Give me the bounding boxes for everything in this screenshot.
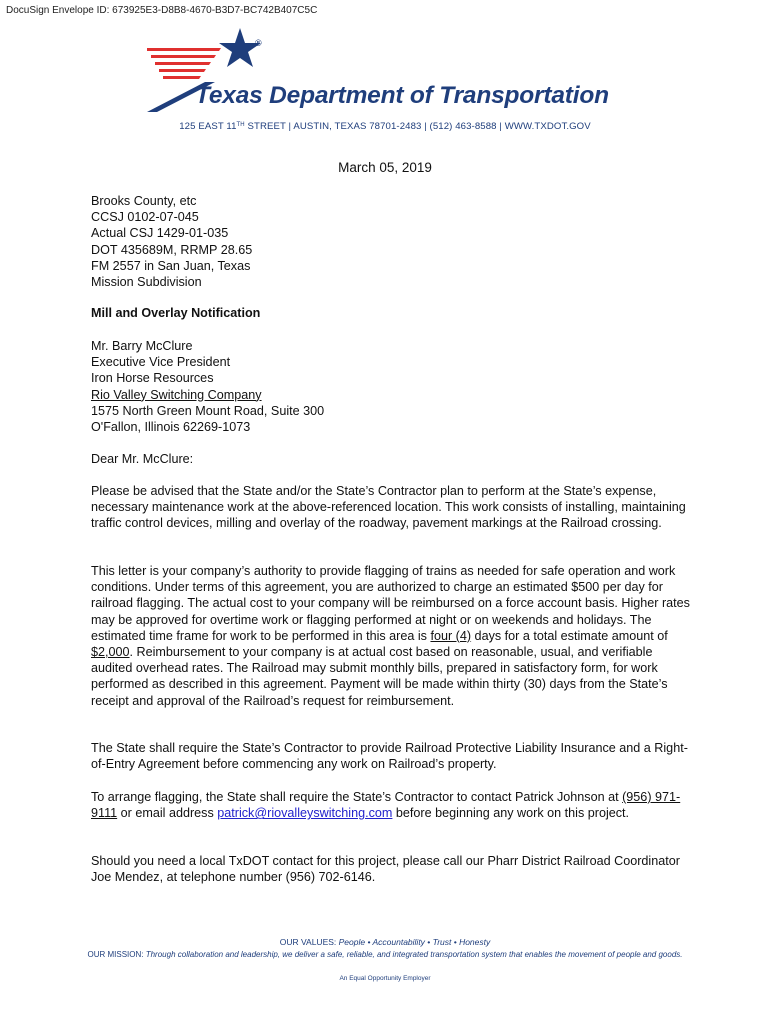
agency-address: 125 EAST 11TH STREET | AUSTIN, TEXAS 78701-2483 | (512) 463-8588 | WWW.TXDOT.GOV xyxy=(179,121,591,132)
salutation: Dear Mr. McClure: xyxy=(91,452,194,466)
letter-date: March 05, 2019 xyxy=(338,160,432,175)
recipient-block xyxy=(91,338,691,435)
reference-line: CCSJ 0102-07-045 xyxy=(91,210,199,225)
subject-line: Mill and Overlay Notification xyxy=(91,306,261,320)
recipient-street: 1575 North Green Mount Road, Suite 300 xyxy=(91,403,325,418)
registered-mark: ® xyxy=(255,38,262,48)
recipient-city: O'Fallon, Illinois 62269-1073 xyxy=(91,420,251,435)
paragraph-4: To arrange flagging, the State shall require the State’s Contractor to contact Patrick Johnson at (956) 971-9111 or email address patrick@riovalleyswitching.com before beginning any work on this project. xyxy=(91,790,681,821)
paragraph-5: Should you need a local TxDOT contact for this project, please call our Pharr District Railroad Coordinator Joe Mendez, at telephone number (956) 702-6146. xyxy=(91,854,680,885)
contact-email-link[interactable]: patrick@riovalleyswitching.com xyxy=(217,806,393,821)
docusign-envelope-id: DocuSign Envelope ID: 673925E3-D8B8-4670-B3D7-BC742B407C5C xyxy=(6,5,318,16)
footer-eoe: An Equal Opportunity Employer xyxy=(339,975,431,982)
reference-line: Brooks County, etc xyxy=(91,194,197,208)
recipient-org: Iron Horse Resources xyxy=(91,371,214,386)
reference-line: FM 2557 in San Juan, Texas xyxy=(91,258,251,273)
paragraph-3: The State shall require the State’s Contractor to provide Railroad Protective Liability Insurance and a Right-of-Entry Agreement before commencing any work on Railroad’s property. xyxy=(91,741,688,772)
recipient-name: Mr. Barry McClure xyxy=(91,339,193,353)
paragraph-1: Please be advised that the State and/or the State’s Contractor plan to perform at the State’s expense, necessary maintenance work at the above-referenced location. This work consists of installing, maintaining traffic control devices, milling and overlay of the roadway, pavement markings at the Railroad crossing. xyxy=(91,484,686,531)
reference-line: Actual CSJ 1429-01-035 xyxy=(91,226,229,241)
recipient-company: Rio Valley Switching Company xyxy=(91,387,262,402)
agency-name: Texas Department of Transportation xyxy=(195,82,609,109)
reference-line: DOT 435689M, RRMP 28.65 xyxy=(91,242,253,257)
footer-mission: OUR MISSION: Through collaboration and leadership, we deliver a safe, reliable, and integrated transportation system that enables the movement of people and goods. xyxy=(87,950,683,959)
recipient-title: Executive Vice President xyxy=(91,355,231,370)
contact-phone: (956) 971-9111 xyxy=(91,790,681,821)
footer-values: OUR VALUES: People • Accountability • Trust • Honesty xyxy=(279,937,491,947)
reference-block xyxy=(91,193,691,290)
txdot-logo xyxy=(145,26,635,118)
reference-line: Mission Subdivision xyxy=(91,275,202,290)
paragraph-2: This letter is your company’s authority to provide flagging of trains as needed for safe operation and work conditions. Under terms of this agreement, you are authorized to charge an estimated $500 per day for railroad flagging. The actual cost to your company will be reimbursed on a force account basis. Higher rates may be approved for overtime work or flagging performed at night or on weekends and holidays. The estimated time frame for work to be performed in this area is four (4) days for a total estimate amount of $2,000. Reimbursement to your company is at actual cost based on reasonable, usual, and verifiable audited overhead rates. The Railroad may submit monthly bills, prepared in satisfactory form, for work performed as described in this agreement. Payment will be made within thirty (30) days from the State’s receipt and approval of the Railroad’s request for reimbursement. xyxy=(91,564,690,708)
